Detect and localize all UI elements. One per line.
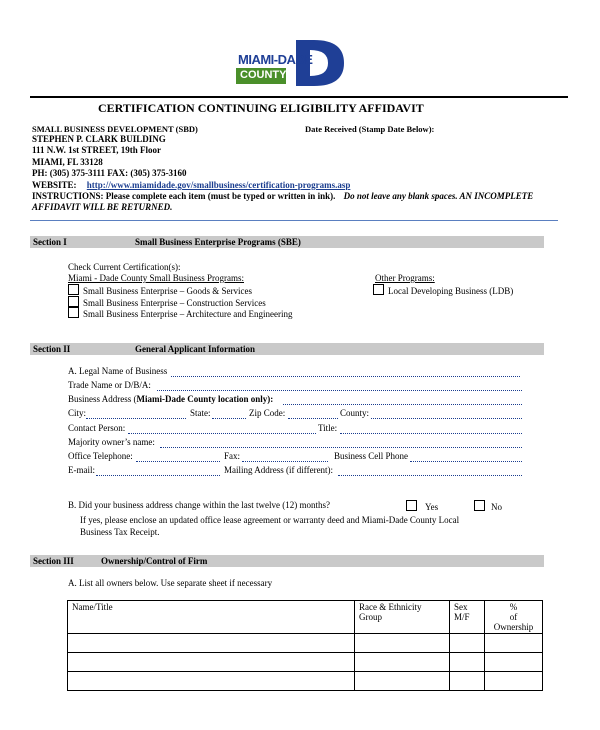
ldb-label: Local Developing Business (LDB): [388, 286, 514, 296]
sbe-ae-label: Small Business Enterprise – Architecture and Engineering: [83, 309, 293, 319]
instructions-row: [32, 191, 533, 201]
no-label: No: [491, 502, 502, 512]
contact-person-label: Contact Person:: [68, 423, 126, 433]
contact-person-field[interactable]: [128, 433, 316, 434]
state-field[interactable]: [212, 418, 246, 419]
business-cell-label: Business Cell Phone: [334, 451, 409, 461]
instructions-warning: Do not leave any blank spaces. AN INCOMPLETE: [343, 191, 534, 201]
miami-dade-county-logo: [236, 40, 346, 86]
owners-table: [67, 600, 543, 691]
col-sex: Sex M/F: [450, 601, 485, 634]
section-2-heading: General Applicant Information: [135, 344, 256, 354]
title-field[interactable]: [340, 433, 522, 434]
business-address-bold: Miami-Dade County location only):: [136, 394, 274, 404]
col-race-ethnicity: Race & Ethnicity Group: [355, 601, 450, 634]
zip-label: Zip Code:: [249, 408, 286, 418]
business-cell-field[interactable]: [410, 461, 522, 462]
section-3-label: Section III: [33, 556, 74, 566]
fax-field[interactable]: [242, 461, 328, 462]
sbe-program-row[interactable]: [68, 284, 252, 296]
section-2-bar: [30, 343, 544, 355]
instructions-warning-line2: AFFIDAVIT WILL BE RETURNED.: [32, 202, 173, 212]
ldb-checkbox[interactable]: [373, 284, 384, 295]
sbe-construction-label: Small Business Enterprise – Construction Services: [83, 298, 266, 308]
sbe-goods-checkbox[interactable]: [68, 284, 79, 295]
address-change-note-1: If yes, please enclose an updated office lease agreement or warranty deed and Miami-Dade County Local: [80, 515, 460, 525]
sbe-program-row[interactable]: [68, 307, 292, 319]
fax-label: Fax:: [224, 451, 241, 461]
business-address-label: [68, 394, 273, 404]
office-telephone-field[interactable]: [136, 461, 220, 462]
programs-heading: Miami - Dade County Small Business Programs:: [68, 273, 244, 283]
city-field[interactable]: [86, 418, 186, 419]
instructions-text: Please complete each item (must be typed or written in ink).: [103, 191, 336, 201]
majority-owner-label: Majority owner’s name:: [68, 437, 155, 447]
logo-text-miami-dade: MIAMI-DADE: [238, 52, 313, 67]
legal-name-field[interactable]: [171, 376, 520, 377]
email-label: E-mail:: [68, 465, 95, 475]
other-program-row[interactable]: [373, 284, 513, 296]
top-rule: [30, 96, 568, 98]
city-address: MIAMI, FL 33128: [32, 157, 103, 167]
legal-name-label: A. Legal Name of Business: [68, 366, 168, 376]
table-row[interactable]: [68, 634, 543, 653]
address-change-note-2: Business Tax Receipt.: [80, 527, 160, 537]
sbe-construction-checkbox[interactable]: [68, 296, 79, 307]
table-row[interactable]: [68, 672, 543, 691]
sbe-goods-label: Small Business Enterprise – Goods & Services: [83, 286, 252, 296]
title-label: Title:: [318, 423, 338, 433]
mailing-address-field[interactable]: [338, 475, 522, 476]
blue-divider: [30, 220, 558, 221]
email-field[interactable]: [96, 475, 220, 476]
county-label: County:: [340, 408, 370, 418]
owners-instruction: A. List all owners below. Use separate sheet if necessary: [68, 578, 273, 588]
business-address-field[interactable]: [283, 404, 522, 405]
table-row[interactable]: [68, 653, 543, 672]
section-3-heading: Ownership/Control of Firm: [101, 556, 208, 566]
trade-name-field[interactable]: [157, 390, 522, 391]
county-field[interactable]: [371, 418, 522, 419]
website-link[interactable]: http://www.miamidade.gov/smallbusiness/certification-programs.asp: [86, 180, 351, 190]
col-ownership: % of Ownership: [485, 601, 543, 634]
address-change-yes[interactable]: [406, 500, 438, 512]
address-change-no[interactable]: [474, 500, 502, 512]
street-address: 111 N.W. 1st STREET, 19th Floor: [32, 145, 162, 155]
sbe-ae-checkbox[interactable]: [68, 307, 79, 318]
page-title: CERTIFICATION CONTINUING ELIGIBILITY AFFIDAVIT: [98, 101, 424, 115]
other-programs-heading: Other Programs:: [375, 273, 435, 283]
department-name: SMALL BUSINESS DEVELOPMENT (SBD): [32, 124, 198, 134]
section-1-heading: Small Business Enterprise Programs (SBE): [135, 237, 301, 247]
state-label: State:: [190, 408, 211, 418]
owners-table-header: [68, 601, 543, 634]
zip-field[interactable]: [288, 418, 338, 419]
mailing-address-label: Mailing Address (if different):: [224, 465, 334, 475]
address-change-question: B. Did your business address change within the last twelve (12) months?: [68, 500, 330, 510]
section-2-label: Section II: [33, 344, 71, 354]
yes-label: Yes: [425, 502, 439, 512]
trade-name-label: Trade Name or D/B/A:: [68, 380, 151, 390]
col-name-title: Name/Title: [68, 601, 355, 634]
majority-owner-field[interactable]: [160, 447, 522, 448]
instructions-label: INSTRUCTIONS:: [32, 191, 104, 201]
city-label: City:: [68, 408, 87, 418]
logo-text-county: COUNTY: [240, 69, 287, 81]
business-address-prefix: Business Address (: [68, 394, 137, 404]
phone-fax: PH: (305) 375-3111 FAX: (305) 375-3160: [32, 168, 187, 178]
section-1-label: Section I: [33, 237, 67, 247]
no-checkbox[interactable]: [474, 500, 485, 511]
website-label: WEBSITE:: [32, 180, 77, 190]
office-telephone-label: Office Telephone:: [68, 451, 133, 461]
building-name: STEPHEN P. CLARK BUILDING: [32, 134, 166, 144]
website-row: [32, 180, 350, 190]
date-received-label: Date Received (Stamp Date Below):: [305, 124, 435, 134]
check-current-label: Check Current Certification(s):: [68, 262, 181, 272]
yes-checkbox[interactable]: [406, 500, 417, 511]
